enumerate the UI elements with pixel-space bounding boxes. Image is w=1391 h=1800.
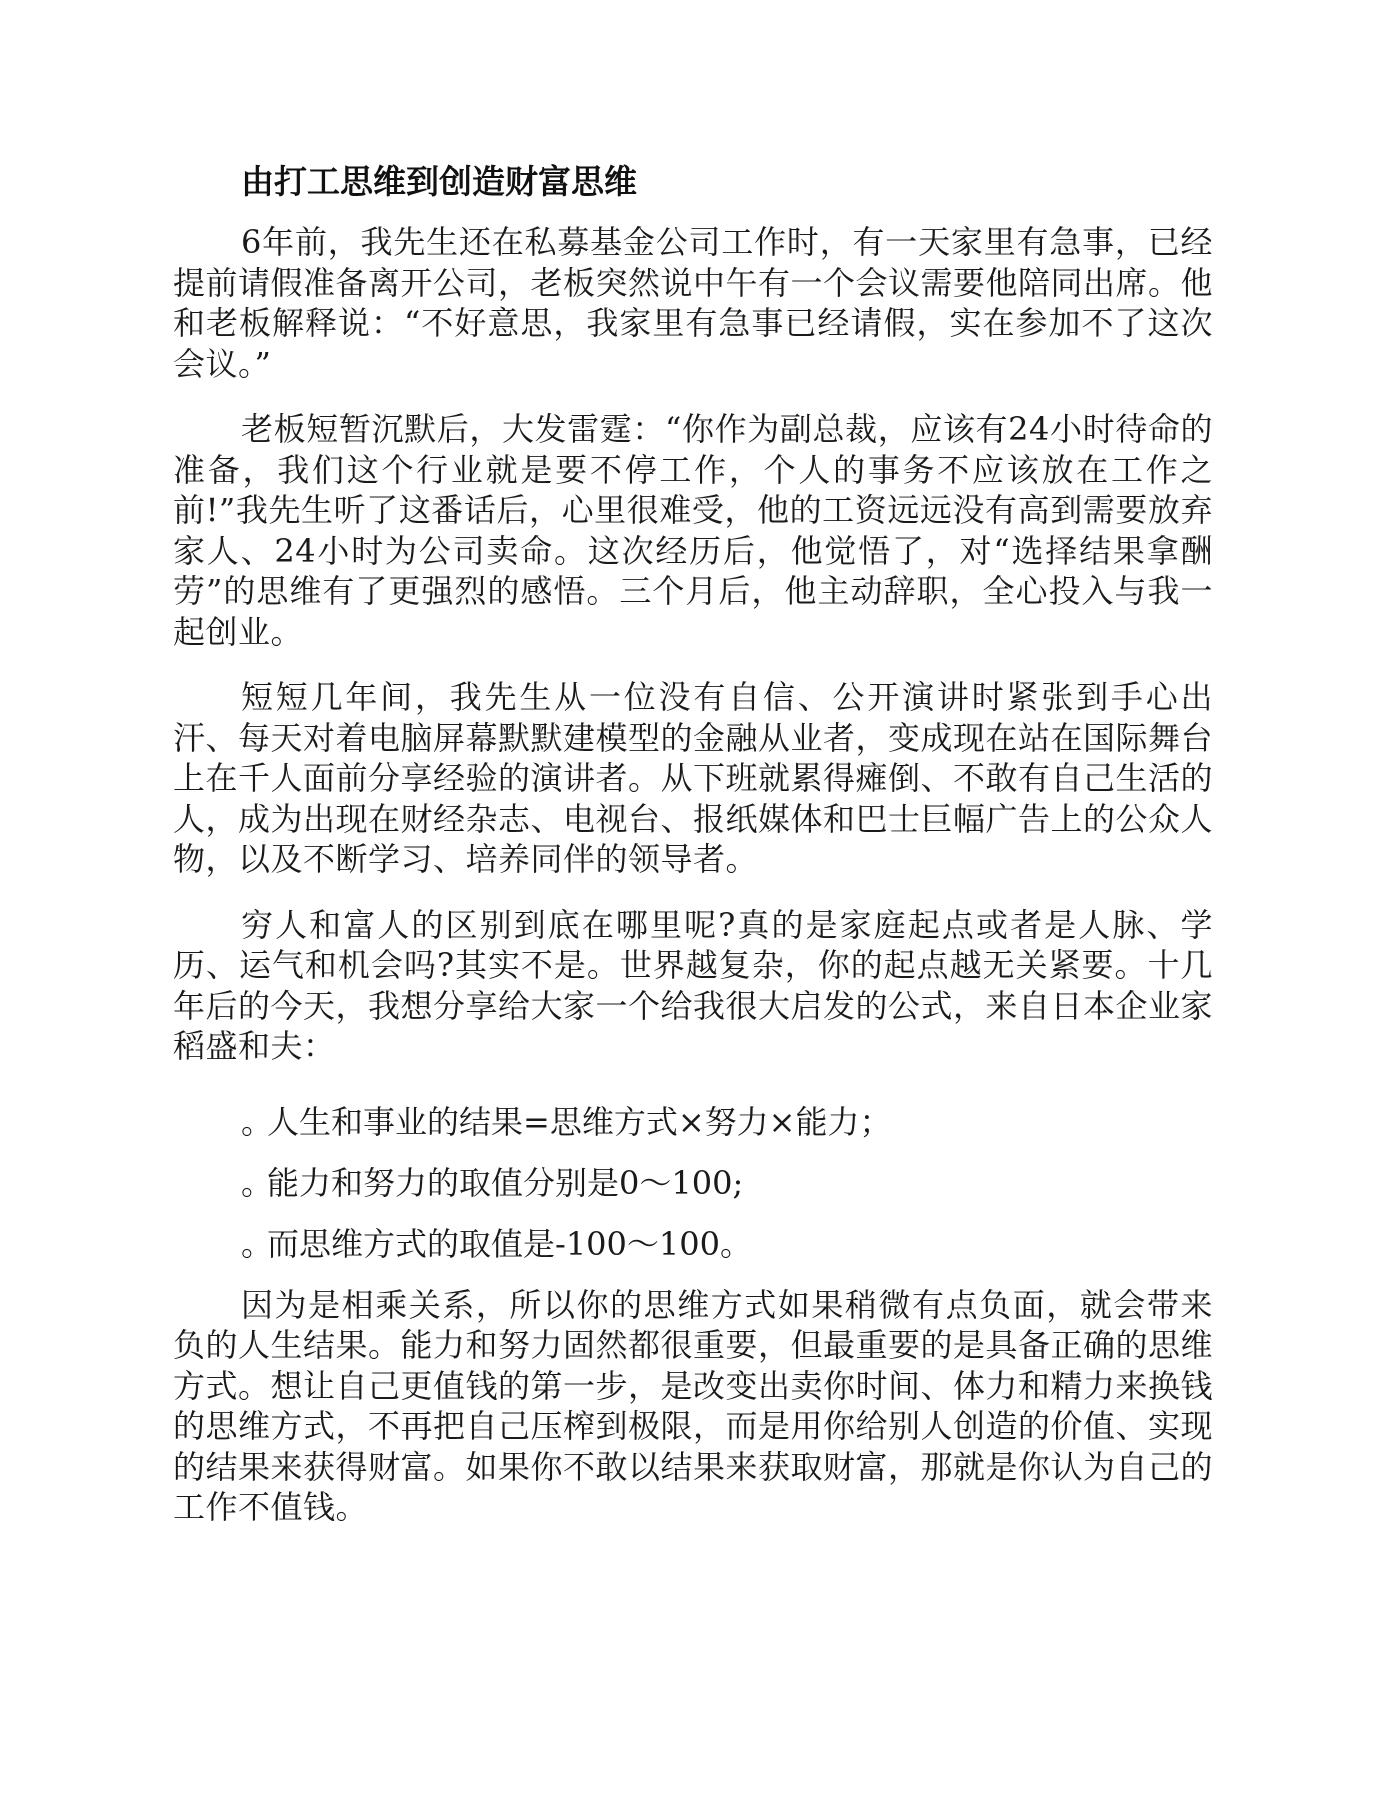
paragraph-2: 老板短暂沉默后，大发雷霆：“你作为副总裁，应该有24小时待命的准备，我们这个行业就是要不停工作，个人的事务不应该放在工作之前!”我先生听了这番话后，心里很难受，他的工资远远没有高到需要放弃家人、24小时为公司卖命。这次经历后，他觉悟了，对“选择结果拿酬劳”的思维有了更强烈的感悟。三个月后，他主动辞职，全心投入与我一起创业。 <box>173 410 1213 651</box>
formula-list <box>173 1102 1213 1264</box>
paragraph-3: 短短几年间，我先生从一位没有自信、公开演讲时紧张到手心出汗、每天对着电脑屏幕默默建模型的金融从业者，变成现在站在国际舞台上在千人面前分享经验的演讲者。从下班就累得瘫倒、不敢有自己生活的人，成为出现在财经杂志、电视台、报纸媒体和巴士巨幅广告上的公众人物，以及不断学习、培养同伴的领导者。 <box>173 678 1214 878</box>
list-item-text: 而思维方式的取值是-100～100。 <box>267 1224 752 1263</box>
list-item <box>241 1102 1213 1142</box>
list-item-text: 能力和努力的取值分别是0～100; <box>267 1163 744 1202</box>
bullet-marker: 。 <box>241 1224 274 1263</box>
paragraph-4: 穷人和富人的区别到底在哪里呢?真的是家庭起点或者是人脉、学历、运气和机会吗?其实不是。世界越复杂，你的起点越无关紧要。十几年后的今天，我想分享给大家一个给我很大启发的公式，来自日本企业家稻盛和夫： <box>173 905 1214 1065</box>
list-item <box>241 1163 1213 1203</box>
list-item <box>241 1224 1213 1264</box>
document-page <box>173 160 1213 1553</box>
document-title: 由打工思维到创造财富思维 <box>241 162 637 201</box>
list-item-text: 人生和事业的结果=思维方式×努力×能力； <box>267 1102 892 1141</box>
bullet-marker: 。 <box>241 1163 274 1202</box>
closing-paragraph: 因为是相乘关系，所以你的思维方式如果稍微有点负面，就会带来负的人生结果。能力和努力固然都很重要，但最重要的是具备正确的思维方式。想让自己更值钱的第一步，是改变出卖你时间、体力和精力来换钱的思维方式，不再把自己压榨到极限，而是用你给别人创造的价值、实现的结果来获得财富。如果你不敢以结果来获取财富，那就是你认为自己的工作不值钱。 <box>173 1285 1214 1526</box>
paragraph-1: 6年前，我先生还在私募基金公司工作时，有一天家里有急事，已经提前请假准备离开公司，老板突然说中午有一个会议需要他陪同出席。他和老板解释说：“不好意思，我家里有急事已经请假，实在参加不了这次会议。” <box>173 223 1214 383</box>
bullet-marker: 。 <box>241 1102 274 1141</box>
